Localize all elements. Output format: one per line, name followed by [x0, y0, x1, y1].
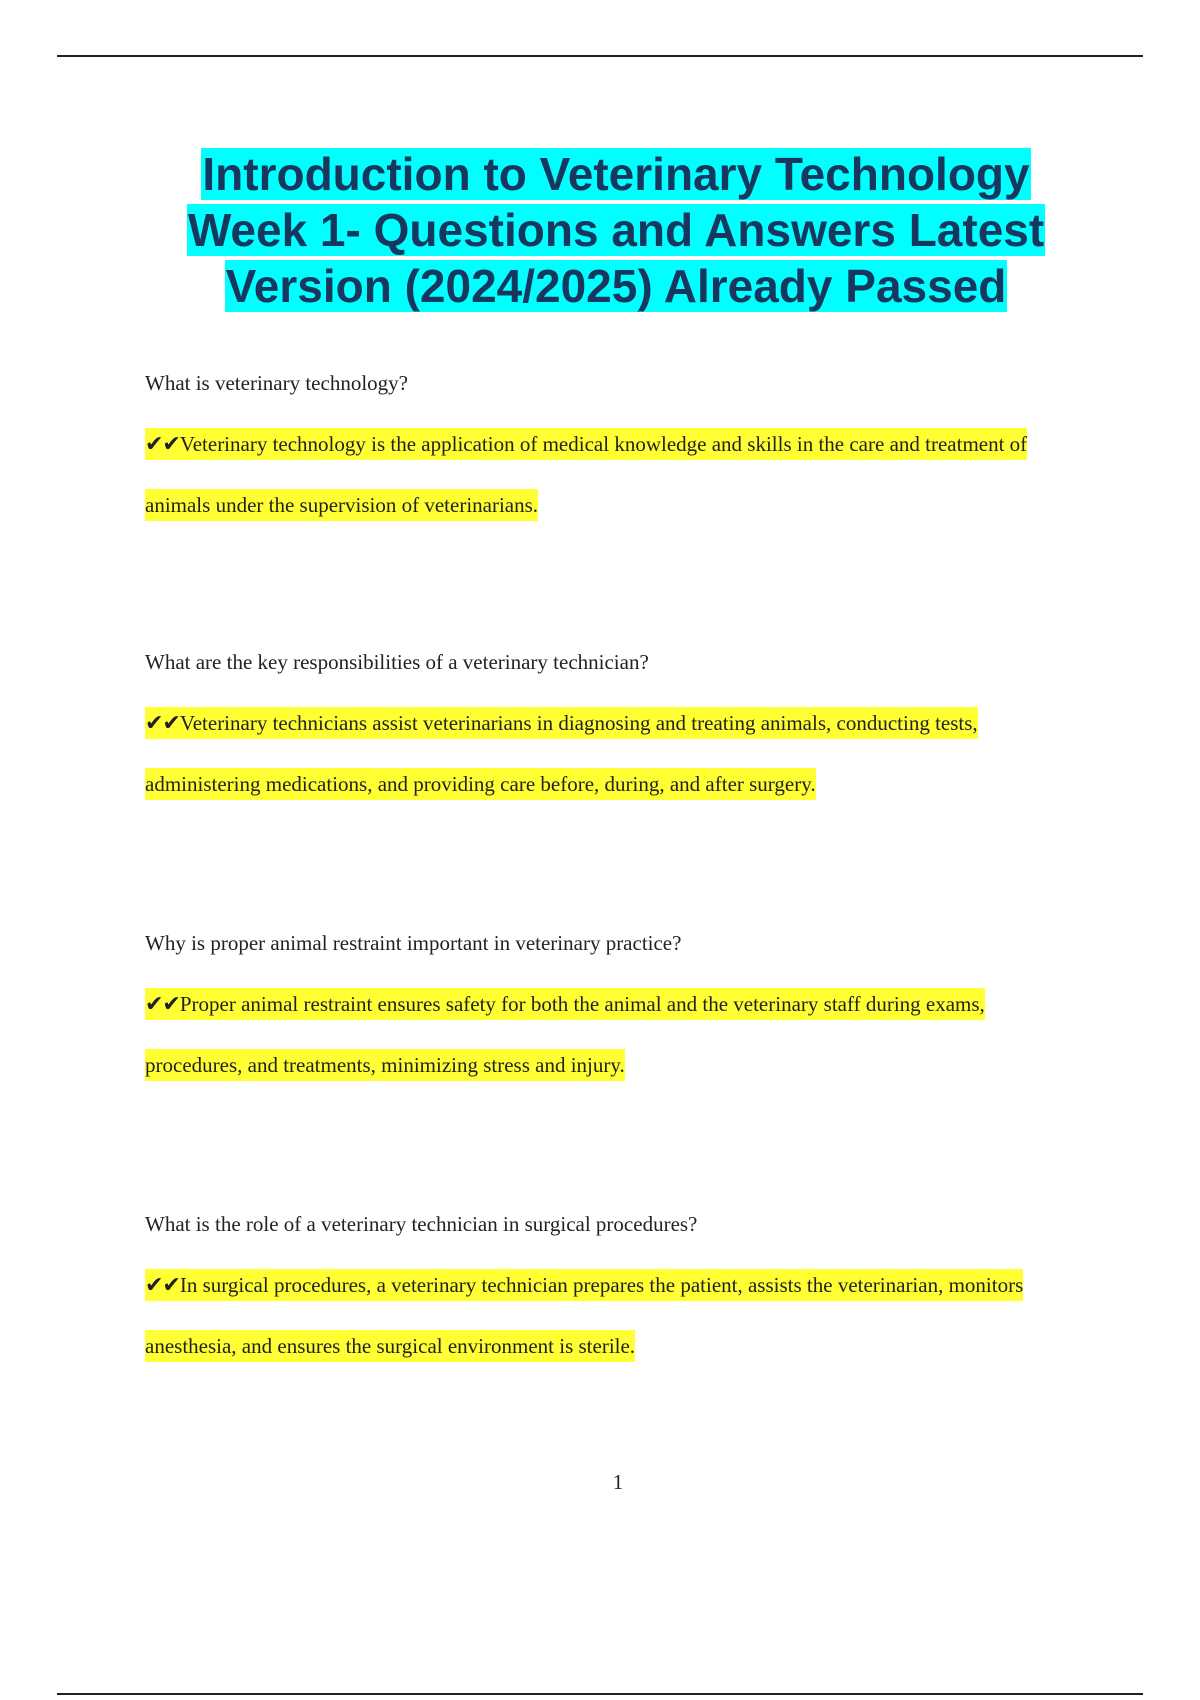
answer-text: In surgical procedures, a veterinary technician prepares the patient, assists the veterinarian, monitors anesthesia, and ensures the surgical environment is sterile.: [145, 1273, 1024, 1358]
title-line-2: Week 1- Questions and Answers Latest: [187, 204, 1045, 256]
answer-paragraph: [145, 1255, 1075, 1376]
double-check-icon: ✔✔: [145, 1273, 180, 1298]
answer-text: Veterinary technicians assist veterinarians in diagnosing and treating animals, conducting tests, administering medications, and providing care before, during, and after surgery.: [145, 711, 978, 796]
answer-highlight: [145, 707, 978, 800]
answer-highlight: [145, 428, 1027, 521]
question-text: What is veterinary technology?: [145, 371, 408, 395]
bottom-rule: [57, 1693, 1143, 1695]
page-number: 1: [612, 1470, 624, 1494]
document-title: [140, 146, 1092, 314]
answer-paragraph: [145, 974, 1075, 1095]
question-text: What are the key responsibilities of a veterinary technician?: [145, 650, 649, 674]
top-rule: [57, 55, 1143, 57]
answer-text: Proper animal restraint ensures safety for both the animal and the veterinary staff during exams, procedures, and treatments, minimizing stress and injury.: [145, 992, 985, 1077]
question-text: Why is proper animal restraint important in veterinary practice?: [145, 931, 682, 955]
answer-highlight: [145, 1269, 1023, 1362]
answer-text: Veterinary technology is the application of medical knowledge and skills in the care and treatment of animals under the supervision of veterinarians.: [145, 432, 1028, 517]
answer-paragraph: [145, 693, 1075, 814]
qa-item-2: [145, 648, 1075, 814]
qa-item-3: [145, 929, 1075, 1095]
question-text: What is the role of a veterinary technician in surgical procedures?: [145, 1212, 698, 1236]
answer-paragraph: [145, 414, 1075, 535]
answer-highlight: [145, 988, 985, 1081]
qa-item-4: [145, 1210, 1075, 1376]
title-line-1: Introduction to Veterinary Technology: [202, 148, 1030, 200]
double-check-icon: ✔✔: [145, 992, 180, 1017]
qa-item-1: [145, 369, 1075, 535]
double-check-icon: ✔✔: [145, 432, 180, 457]
title-line-3: Version (2024/2025) Already Passed: [225, 260, 1007, 312]
double-check-icon: ✔✔: [145, 711, 180, 736]
